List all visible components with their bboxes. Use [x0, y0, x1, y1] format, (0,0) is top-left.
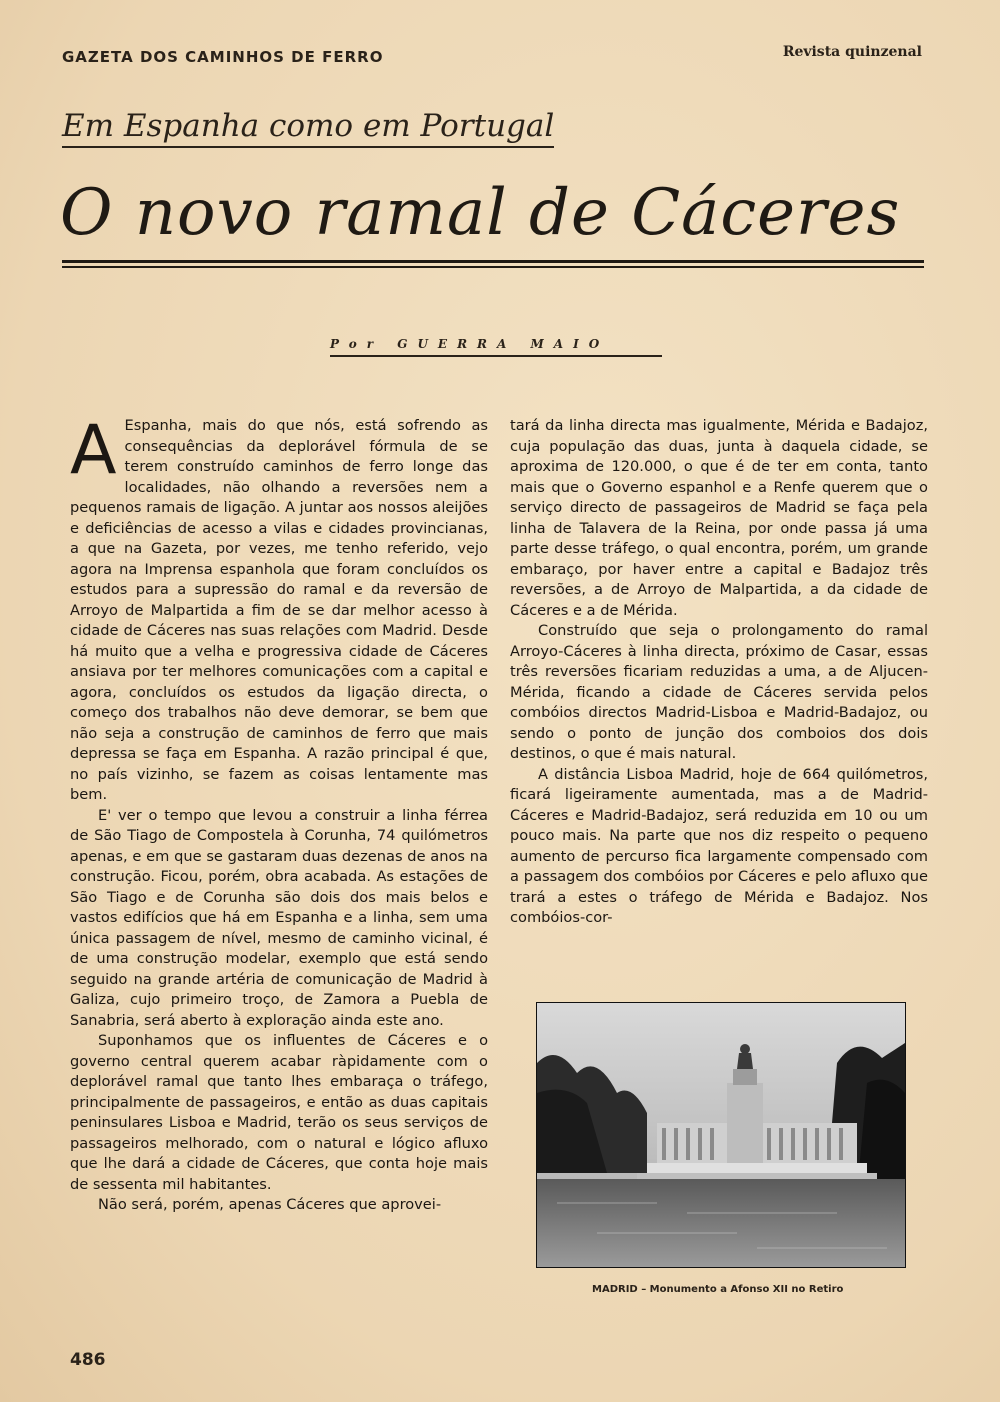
- title-rule-thin: [62, 266, 924, 268]
- paragraph: Construído que seja o prolongamento do ramal Arroyo-Cáceres à linha directa, próximo de Casar, essas três reversões ficariam reduzidas a uma, a de Aljucen-Mérida, ficando a cidade de Cáceres servida pelos combóios directos Madrid-Lisboa e Madrid-Badajoz, ou sendo o ponto de junção dos comboios dos dois destinos, o que é mais natural.: [510, 622, 928, 762]
- page-number: 486: [70, 1350, 106, 1370]
- article-title: O novo ramal de Cáceres: [60, 176, 901, 250]
- byline-underline: [330, 355, 662, 357]
- text-column-left: [70, 411, 488, 1216]
- monument-photo-illustration: [537, 1003, 905, 1267]
- article-kicker: Em Espanha como em Portugal: [62, 108, 554, 148]
- publication-name: GAZETA DOS CAMINHOS DE FERRO: [62, 48, 384, 66]
- text-column-right: [510, 416, 928, 929]
- title-rule-thick: [62, 260, 924, 263]
- paragraph-text: Espanha, mais do que nós, está sofrendo as consequências da deplorável fórmula de se terem construído caminhos de ferro longe das localidades, não olhando a reversões nem a pequenos ramais de ligação. A juntar aos nossos aleijões e deficiências de acesso a vilas e cidades provincianas, a que na Gazeta, por vezes, me tenho referido, vejo agora na Imprensa espanhola que foram concluídos os estudos para a supressão do ramal e da reversão de Arroyo de Malpartida a fim de se dar melhor acesso à cidade de Cáceres nas suas relações com Madrid. Desde há muito que a velha e progressiva cidade de Cáceres ansiava por ter melhores comunicações com a capital e agora, concluídos os estudos da ligação directa, o começo dos trabalhos não deve demorar, se bem que não seja a construção de caminhos de ferro que mais depressa se faça em Espanha. A razão principal é que, no país vizinho, se fazem as coisas lentamente mas bem.: [70, 417, 488, 803]
- paragraph: [70, 411, 488, 806]
- paragraph: Suponhamos que os influentes de Cáceres e o governo central querem acabar ràpidamente com o deplorável ramal que tanto lhes embaraça o tráfego, principalmente de passageiros, e então as duas capitais peninsulares Lisboa e Madrid, terão os seus serviços de passageiros melhorado, com o natural e lógico afluxo que lhe dará a cidade de Cáceres, que conta hoje mais de sessenta mil habitantes.: [70, 1032, 488, 1193]
- paragraph: tará da linha directa mas igualmente, Mérida e Badajoz, cuja população das duas, junta à daquela cidade, se aproxima de 120.000, o que é de ter em conta, tanto mais que o Governo espanhol e a Renfe querem que o serviço directo de passageiros de Madrid se faça pela linha de Talavera de la Reina, por onde passa já uma parte desse tráfego, o qual encontra, porém, um grande embaraço, por haver entre a capital e Badajoz três reversões, a de Arroyo de Malpartida, a da cidade de Cáceres e a de Mérida.: [510, 417, 928, 619]
- paragraph: Não será, porém, apenas Cáceres que aprovei-: [98, 1196, 442, 1213]
- photo-caption: MADRID – Monumento a Afonso XII no Retiro: [592, 1284, 844, 1295]
- paragraph: A distância Lisboa Madrid, hoje de 664 quilómetros, ficará ligeiramente aumentada, mas a de Madrid-Cáceres e Madrid-Badajoz, será reduzida em 10 ou um pouco mais. Na parte que nos diz respeito o pequeno aumento de percurso fica largamente compensado com a passagem dos combóios por Cáceres e pelo afluxo que trará a estes o tráfego de Mérida e Badajoz. Nos combóios-cor-: [510, 765, 928, 926]
- monument-photo: [536, 1002, 906, 1268]
- drop-cap: A: [70, 411, 117, 490]
- paragraph: E' ver o tempo que levou a construir a linha férrea de São Tiago de Compostela à Corunha, 74 quilómetros apenas, e em que se gastaram duas dezenas de anos na construção. Ficou, porém, obra acabada. As estações de São Tiago e de Corunha são dois dos mais belos e vastos edifícios que há em Espanha e a linha, sem uma única passagem de nível, mesmo de caminho vicinal, é de uma construção modelar, exemplo que está sendo seguido na grande artéria de comunicação de Madrid à Galiza, cujo primeiro troço, de Zamora a Puebla de Sanabria, será aberto à exploração ainda este ano.: [70, 806, 488, 1029]
- periodicity-label: Revista quinzenal: [782, 44, 922, 60]
- article-byline: Por GUERRA MAIO: [330, 337, 610, 351]
